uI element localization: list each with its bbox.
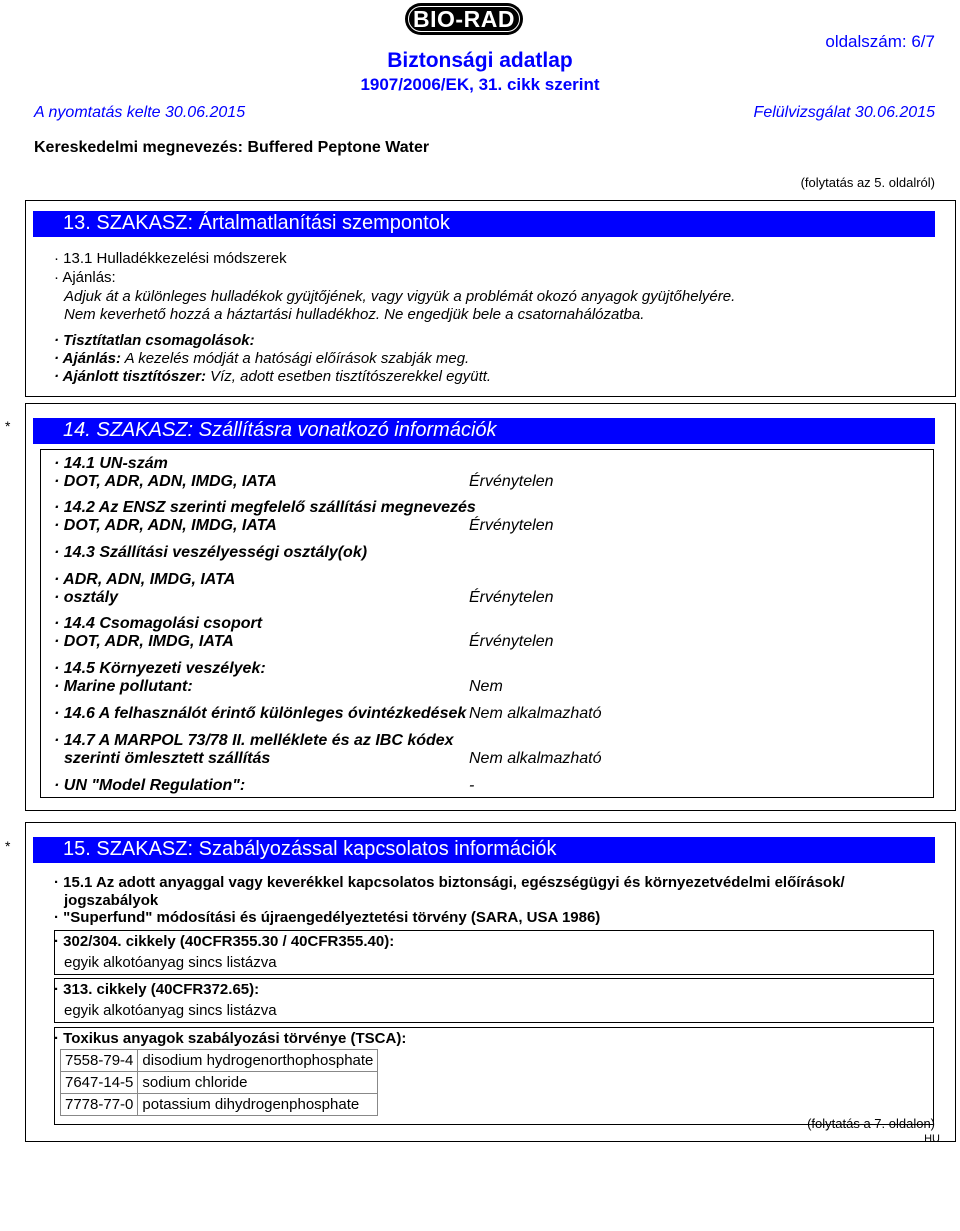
print-date: A nyomtatás kelte 30.06.2015: [34, 104, 246, 121]
cas-number: 7778-77-0: [61, 1094, 138, 1116]
un-number-modes: · DOT, ADR, ADN, IMDG, IATA: [54, 473, 277, 490]
marine-pollutant-label: · Marine pollutant:: [54, 678, 193, 695]
language-code: HU: [924, 1133, 940, 1145]
section-15-heading: 15. SZAKASZ: Szabályozással kapcsolatos információk: [33, 837, 935, 863]
bio-rad-logo: BIO-RAD: [405, 3, 523, 35]
sec302-text: egyik alkotóanyag sincs listázva: [64, 954, 277, 971]
cas-number: 7647-14-5: [61, 1072, 138, 1094]
packing-group-label: · 14.4 Csomagolási csoport: [54, 615, 263, 632]
shipping-name-label: · 14.2 Az ENSZ szerinti megfelelő szállítási megnevezés: [54, 499, 476, 516]
section-15-change-marker: *: [5, 838, 11, 854]
env-hazards-label: · 14.5 Környezeti veszélyek:: [54, 660, 266, 677]
page-number: oldalszám: 6/7: [825, 32, 935, 51]
packaging-recommendation-text: A kezelés módját a hatósági előírások szabják meg.: [120, 350, 470, 367]
packaging-recommendation-label: · Ajánlás:: [54, 350, 121, 367]
packaging-recommendation: [54, 349, 469, 368]
marpol-label-line-1: · 14.7 A MARPOL 73/78 II. melléklete és az IBC kódex: [54, 732, 454, 749]
table-row: [61, 1050, 378, 1072]
section-14-heading: 14. SZAKASZ: Szállításra vonatkozó információk: [33, 418, 935, 444]
tsca-table: [60, 1049, 378, 1116]
packing-group-value: Érvénytelen: [469, 633, 554, 650]
hazard-class-sub-label: · osztály: [54, 589, 119, 606]
cleaner-text: Víz, adott esetben tisztítószerekkel együtt.: [205, 368, 492, 385]
regulation-item-line-2: jogszabályok: [64, 892, 159, 909]
substance-name: sodium chloride: [138, 1072, 378, 1094]
regulation-subtitle: 1907/2006/EK, 31. cikk szerint: [360, 75, 600, 94]
model-regulation-value: -: [469, 777, 475, 794]
document-title: Biztonsági adatlap: [387, 49, 573, 72]
recommended-cleaner: [54, 367, 491, 386]
sec313-label: · 313. cikkely (40CFR372.65):: [54, 981, 260, 998]
packing-group-modes: · DOT, ADR, IMDG, IATA: [54, 633, 234, 650]
regulation-item-line-1: · 15.1 Az adott anyaggal vagy keverékkel kapcsolatos biztonsági, egészségügyi és környezetvédelmi előírások/: [54, 874, 845, 891]
substance-name: potassium dihydrogenphosphate: [138, 1094, 378, 1116]
substance-name: disodium hydrogenorthophosphate: [138, 1050, 378, 1072]
marpol-value: Nem alkalmazható: [469, 750, 602, 767]
revision-date: Felülvizsgálat 30.06.2015: [753, 104, 935, 121]
recommendation-line-1: Adjuk át a különleges hulladékok gyüjtőjének, vagy vigyük a problémát okozó anyagok gyüjtőhelyére.: [64, 288, 736, 305]
section-13-heading: 13. SZAKASZ: Ártalmatlanítási szempontok: [33, 211, 935, 237]
user-precautions-value: Nem alkalmazható: [469, 705, 602, 722]
model-regulation-label: · UN "Model Regulation":: [54, 777, 246, 794]
uncleaned-packaging-label: · Tisztítatlan csomagolások:: [54, 332, 255, 349]
trade-name: Kereskedelmi megnevezés: Buffered Peptone Water: [34, 139, 430, 156]
shipping-name-value: Érvénytelen: [469, 517, 554, 534]
hazard-class-label: · 14.3 Szállítási veszélyességi osztály(ok): [54, 544, 368, 561]
un-number-value: Érvénytelen: [469, 473, 554, 490]
cleaner-label: · Ajánlott tisztítószer:: [54, 368, 206, 385]
cas-number: 7558-79-4: [61, 1050, 138, 1072]
continued-from: (folytatás az 5. oldalról): [800, 175, 935, 190]
superfund-label: · "Superfund" módosítási és újraengedélyeztetési törvény (SARA, USA 1986): [54, 909, 601, 926]
sec313-text: egyik alkotóanyag sincs listázva: [64, 1002, 277, 1019]
sec302-label: · 302/304. cikkely (40CFR355.30 / 40CFR355.40):: [54, 933, 395, 950]
user-precautions-label: · 14.6 A felhasználót érintő különleges óvintézkedések: [54, 705, 467, 722]
recommendation-line-2: Nem keverhető hozzá a háztartási hulladékhoz. Ne engedjük bele a csatornahálózatba.: [64, 306, 645, 323]
waste-methods-label: · 13.1 Hulladékkezelési módszerek: [54, 250, 287, 267]
un-number-label: · 14.1 UN-szám: [54, 455, 168, 472]
shipping-name-modes: · DOT, ADR, ADN, IMDG, IATA: [54, 517, 277, 534]
hazard-class-value: Érvénytelen: [469, 589, 554, 606]
marpol-label-line-2: szerinti ömlesztett szállítás: [64, 750, 271, 767]
tsca-label: · Toxikus anyagok szabályozási törvénye (TSCA):: [54, 1030, 407, 1047]
hazard-class-modes: · ADR, ADN, IMDG, IATA: [54, 571, 236, 588]
continued-on: (folytatás a 7. oldalon): [807, 1116, 935, 1131]
table-row: [61, 1094, 378, 1116]
table-row: [61, 1072, 378, 1094]
recommendation-label: · Ajánlás:: [54, 269, 116, 286]
marine-pollutant-value: Nem: [469, 678, 503, 695]
section-14-change-marker: *: [5, 418, 11, 434]
